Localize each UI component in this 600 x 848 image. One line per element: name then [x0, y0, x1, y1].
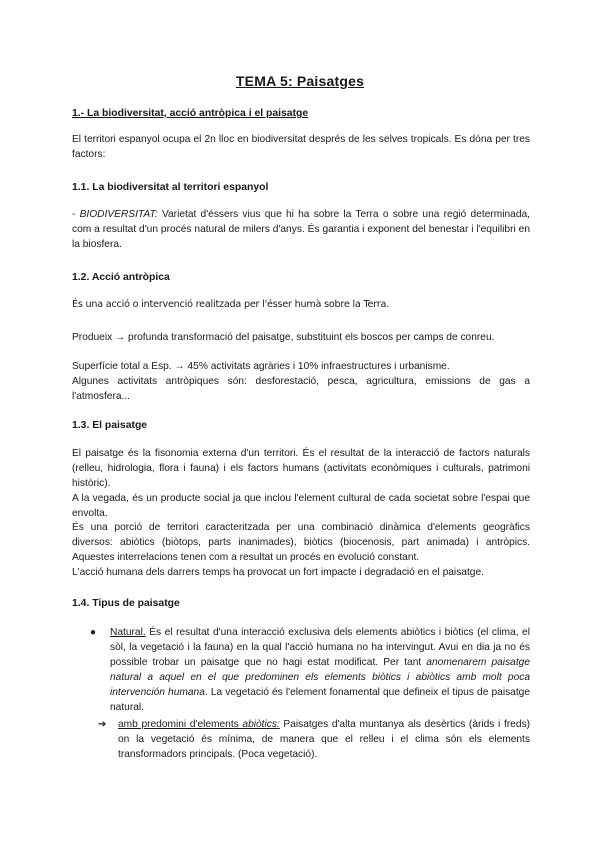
definition-prefix: -	[72, 209, 80, 220]
accio-antropica-line-1: Produeix → profunda transformació del paisatge, substituint els boscos per camps de conreu.	[72, 332, 495, 343]
bullet-icon: ●	[90, 627, 97, 638]
abiotics-label-italic: abiòtics:	[242, 719, 280, 730]
accio-antropica-line-3: Algunes activitats antròpiques són: desforestació, pesca, agricultura, emissions de gas a l'atmosfera...	[72, 376, 530, 402]
paisatge-paragraph-3: És una porció de territori caracteritzada per una combinació dinàmica d'elements geogràfics diversos: abiòtics (biòtops, parts inanimades), biòtics (biocenosis, part animada) i antròpics. Aquestes interrelacions tenen com a resultat un procés en evolució constant.	[72, 522, 530, 563]
accio-antropica-definition: És una acció o intervenció realitzada per l'ésser humà sobre la Terra.	[72, 299, 390, 310]
paisatge-types-list	[90, 625, 530, 762]
list-item-abiotics	[70, 717, 530, 762]
natural-label: Natural.	[110, 627, 146, 638]
paisatge-paragraph-2: A la vegada, és un producte social ja que inclou l'element cultural de cada societat sobre l'espai que envolta.	[72, 493, 530, 519]
section-1-4-heading: 1.4. Tipus de paisatge	[72, 598, 180, 609]
definition-text: Varietat d'éssers vius que hi ha sobre la Terra o sobre una regió determinada, com a resultat d'un procés natural de milers d'anys. És garantia i exponent del benestar i l'equilibri en la biosfera.	[72, 209, 530, 250]
abiotics-label-start: amb predomini d'elements	[118, 719, 243, 730]
section-1-2-heading: 1.2. Acció antròpica	[72, 272, 170, 283]
paisatge-paragraph-1: El paisatge és la fisonomia externa d'un territori. És el resultat de la interacció de factors naturals (relleu, hidrologia, flora i fauna) i els factors humans (activitats econòmiques i culturals, patrimoni històric).	[72, 448, 530, 489]
abiotics-label	[118, 719, 280, 730]
paisatge-paragraph-4: L'acció humana dels darrers temps ha provocat un fort impacte i degradació en el paisatge.	[72, 567, 484, 578]
arrow-icon: ➔	[98, 719, 107, 730]
section-1-intro: El territori espanyol ocupa el 2n lloc en biodiversitat després de les selves tropicals. Es dóna per tres factors:	[72, 134, 530, 160]
natural-text: És el resultat d'una interacció exclusiva dels elements abiòtics i biòtics (el clima, el sòl, la vegetació i la fauna) en la qual l'acció humana no ha intervingut. Avui en dia ja no és possible trobar un paisatge que no hagi estat modificat. Per tant	[110, 627, 530, 668]
biodiversitat-definition	[72, 207, 530, 252]
list-item-natural	[90, 625, 530, 715]
section-1-1-heading: 1.1. La biodiversitat al territori espanyol	[72, 182, 269, 193]
abiotics-text: Paisatges d'alta muntanya als desèrtics (àrids i freds) on la vegetació és mínima, de manera que el relleu i el clima són els elements transformadors principals. (Poca vegetació).	[118, 719, 530, 760]
accio-antropica-line-2: Superfície total a Esp. → 45% activitats agràries i 10% infraestructures i urbanisme.	[72, 361, 450, 372]
section-1-heading: 1.- La biodiversitat, acció antròpica i el paisatge	[72, 108, 309, 119]
page-title: TEMA 5: Paisatges	[235, 73, 365, 89]
natural-end-text: . La vegetació és l'element fonamental que defineix el tipus de paisatge natural.	[110, 687, 530, 713]
section-1-3-heading: 1.3. El paisatge	[72, 420, 148, 431]
definition-term: BIODIVERSITAT:	[79, 209, 158, 220]
natural-italic-text: anomenarem paisatge natural a aquel en el que predominen els elements biòtics i abiòtics amb molt poca intervención humana	[110, 657, 530, 698]
